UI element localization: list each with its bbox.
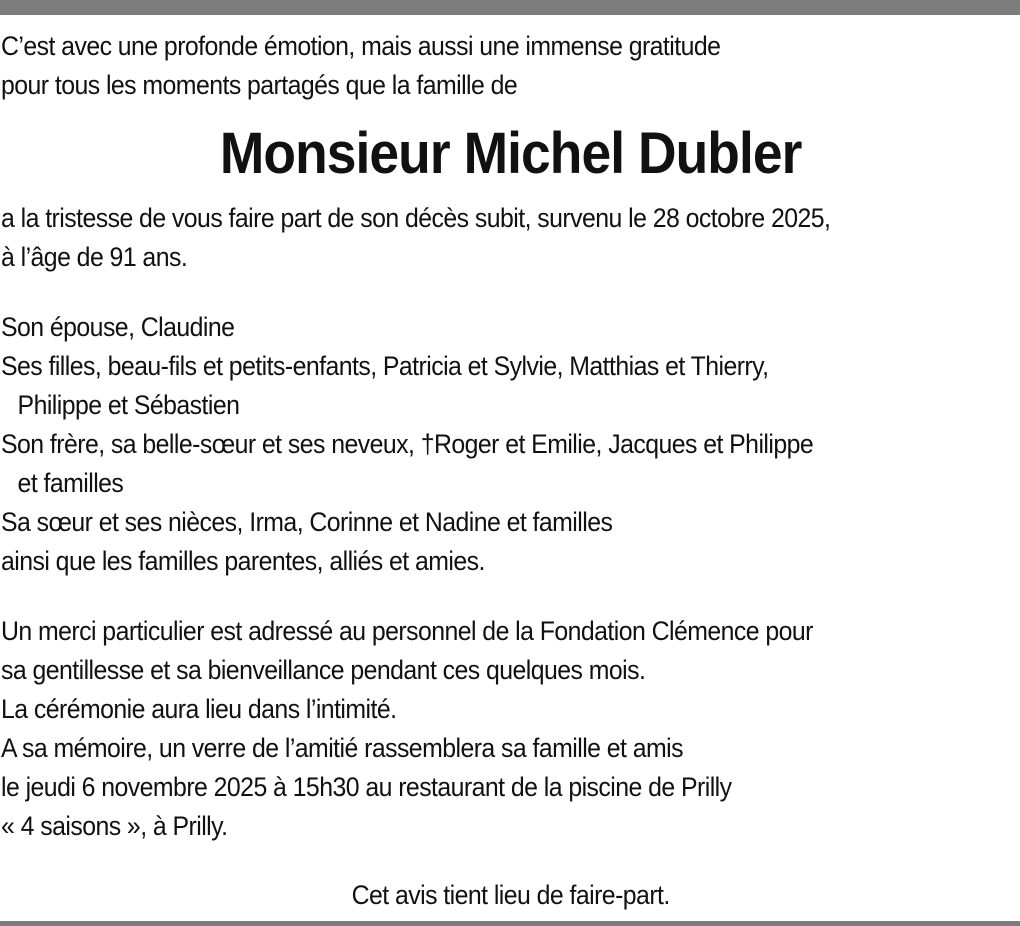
- top-rule: [0, 0, 1020, 15]
- announcement-line-2: à l’âge de 91 ans.: [1, 242, 188, 272]
- ceremony-line: La cérémonie aura lieu dans l’intimité.: [1, 694, 397, 724]
- thanks-line-1: Un merci particulier est adressé au personnel de la Fondation Clémence pour: [1, 616, 813, 646]
- obituary-notice: [1, 27, 938, 915]
- memorial-line-3: « 4 saisons », à Prilly.: [1, 811, 228, 841]
- spacer: [1, 581, 938, 612]
- family-line-relatives: ainsi que les familles parentes, alliés et amies.: [1, 546, 485, 576]
- spacer: [1, 277, 938, 308]
- bottom-rule: [0, 921, 1020, 926]
- deceased-name-heading: Monsieur Michel Dubler: [219, 121, 802, 186]
- announcement-line-1: a la tristesse de vous faire part de son décès subit, survenu le 28 octobre 2025,: [1, 203, 831, 233]
- memorial-line-2: le jeudi 6 novembre 2025 à 15h30 au restaurant de la piscine de Prilly: [1, 772, 732, 802]
- family-line-daughters: Ses filles, beau-fils et petits-enfants, Patricia et Sylvie, Matthias et Thierry,: [1, 351, 769, 381]
- family-line-brother-cont: et familles: [17, 468, 124, 498]
- thanks-line-2: sa gentillesse et sa bienveillance pendant ces quelques mois.: [1, 655, 646, 685]
- family-line-daughters-cont: Philippe et Sébastien: [17, 390, 240, 420]
- family-line-spouse: Son épouse, Claudine: [1, 312, 235, 342]
- memorial-line-1: A sa mémoire, un verre de l’amitié rassemblera sa famille et amis: [1, 733, 683, 763]
- family-line-sister: Sa sœur et ses nièces, Irma, Corinne et Nadine et familles: [1, 507, 613, 537]
- intro-line-2: pour tous les moments partagés que la famille de: [1, 70, 518, 100]
- family-line-brother: Son frère, sa belle-sœur et ses neveux, †Roger et Emilie, Jacques et Philippe: [1, 429, 814, 459]
- closing-note: Cet avis tient lieu de faire-part.: [351, 880, 670, 910]
- intro-line-1: C’est avec une profonde émotion, mais aussi une immense gratitude: [1, 31, 721, 61]
